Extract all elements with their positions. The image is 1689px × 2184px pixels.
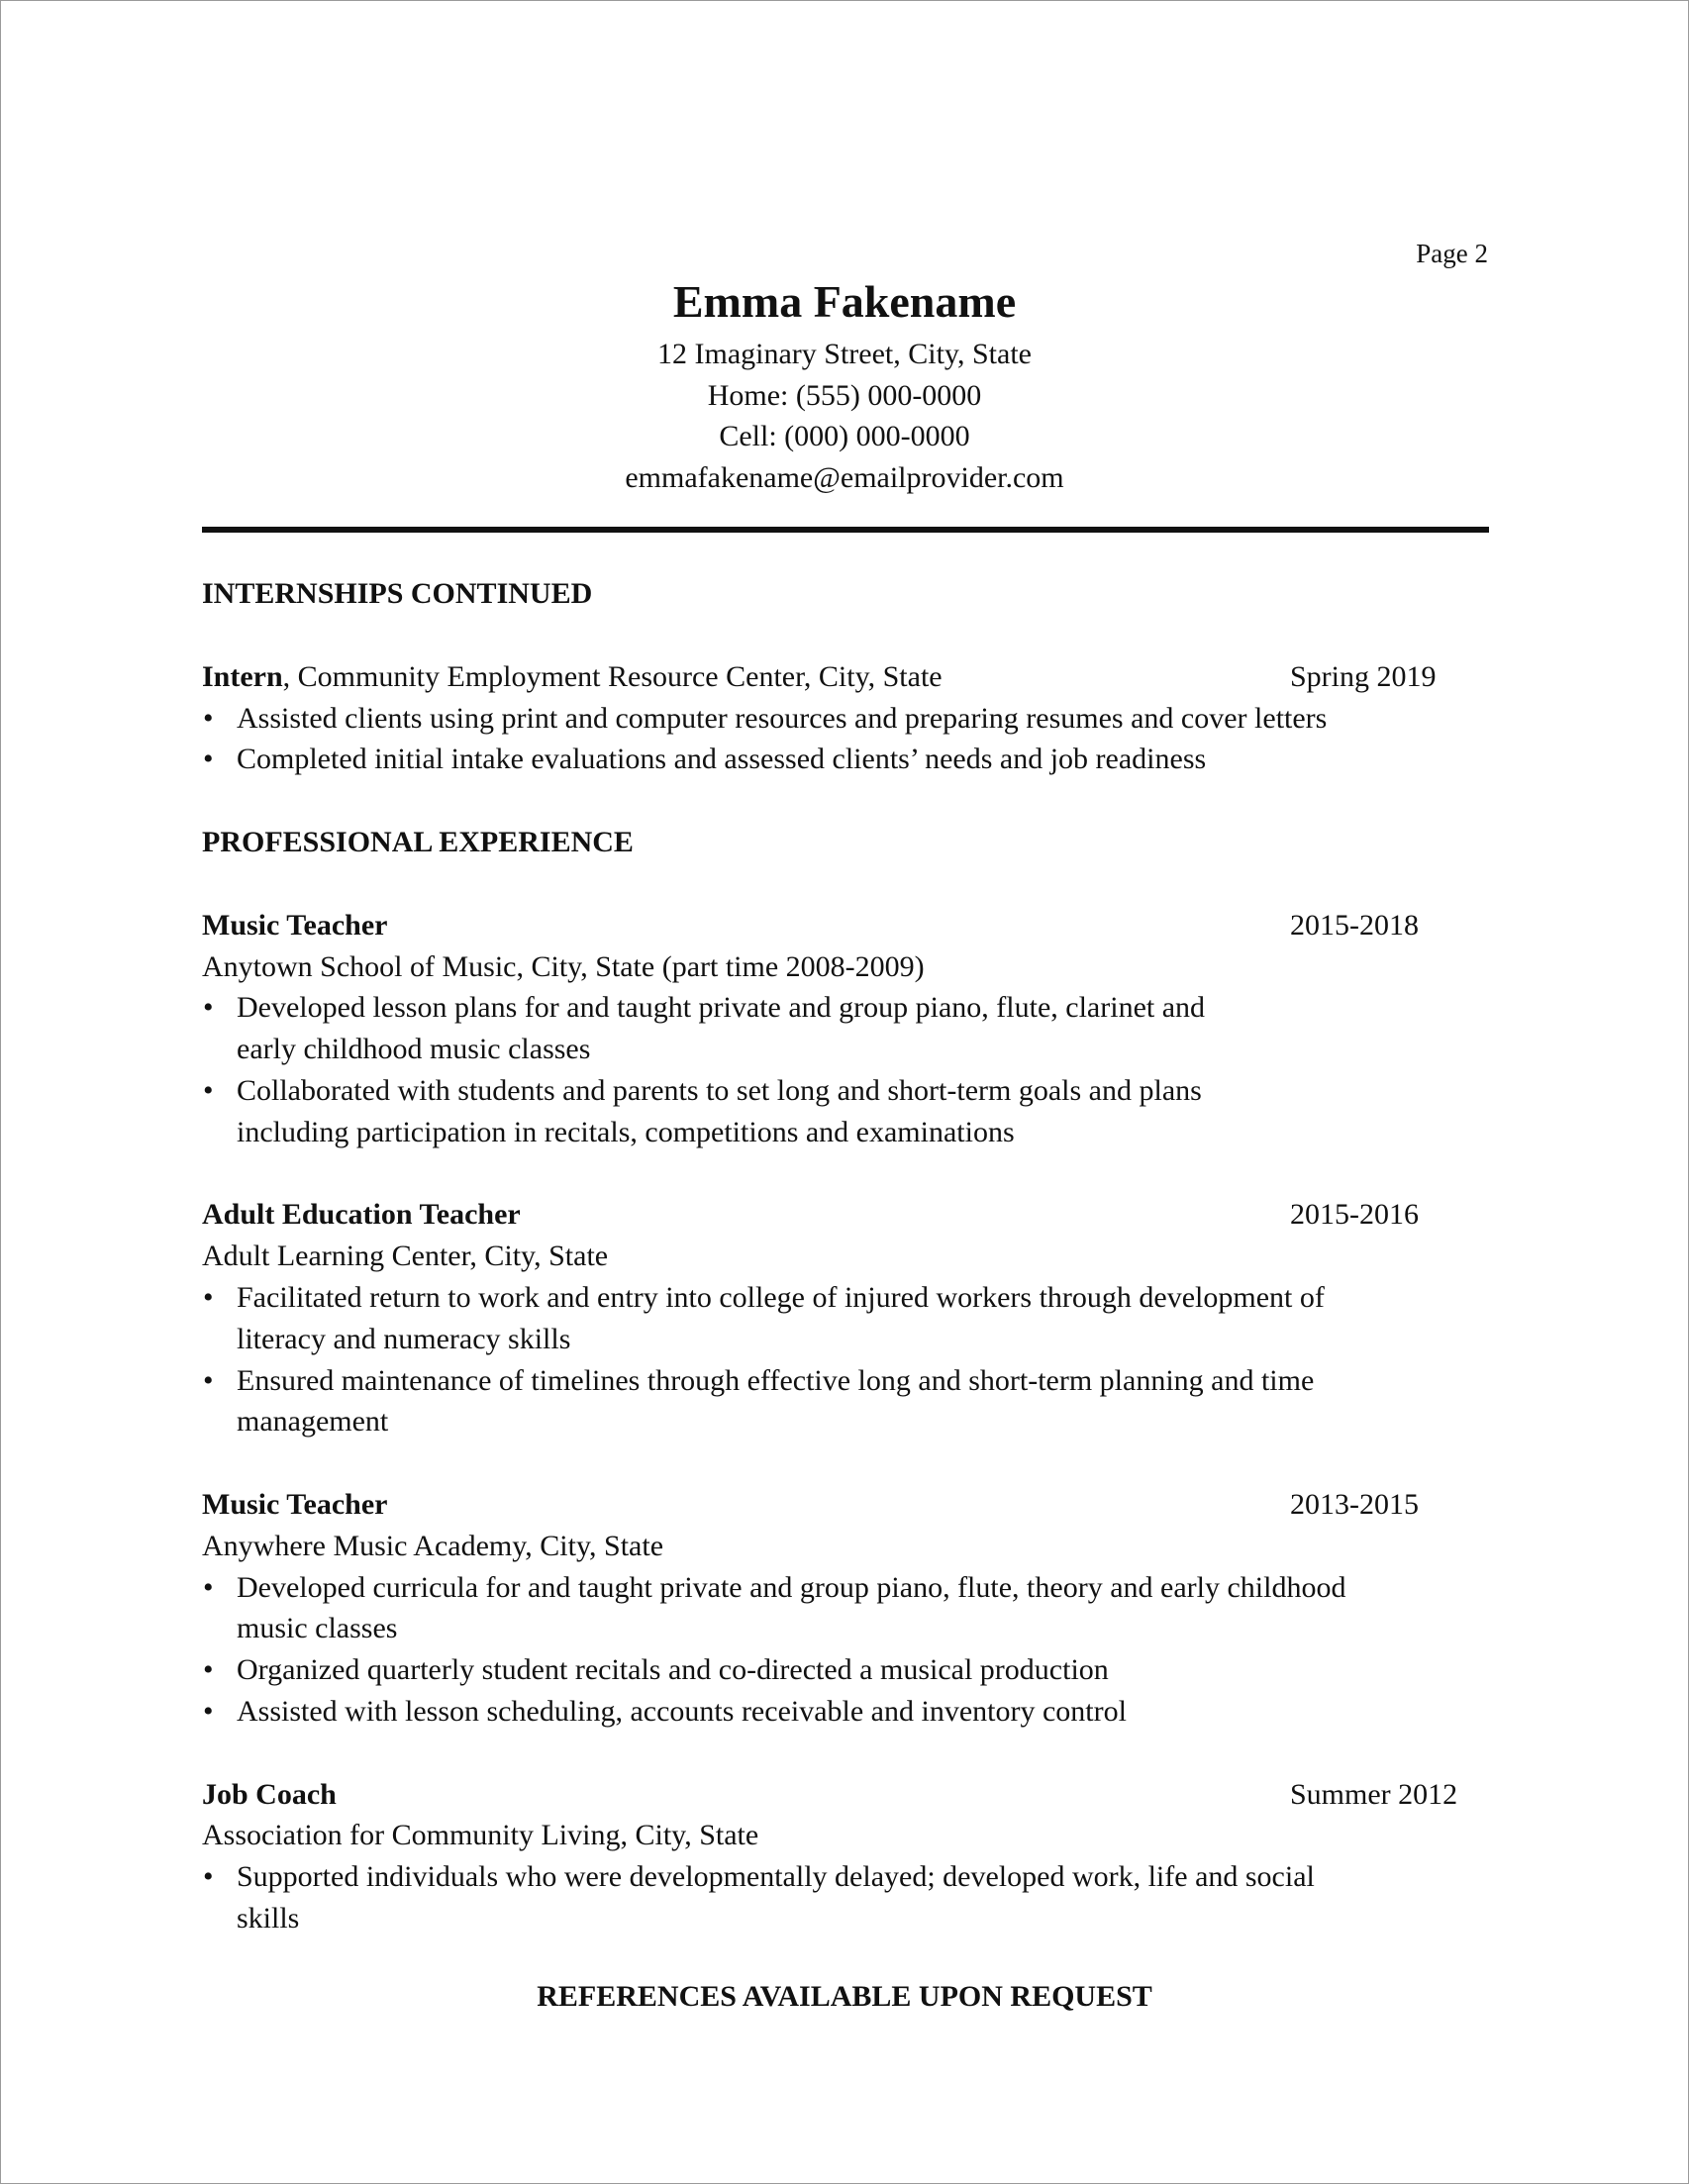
- experience-entry: [202, 1774, 1489, 1939]
- entry-header: [202, 656, 1489, 698]
- entry-header: [202, 1774, 1489, 1816]
- header-divider: [202, 527, 1489, 533]
- bullet-item: • Facilitated return to work and entry into college of injured workers through development of literacy and numeracy skills: [202, 1277, 1336, 1360]
- organization: Adult Learning Center, City, State: [202, 1240, 609, 1273]
- entry-date: Summer 2012: [1290, 1777, 1458, 1811]
- cell-phone: Cell: (000) 000-0000: [719, 420, 970, 452]
- bullet-item: • Assisted with lesson scheduling, accounts receivable and inventory control: [202, 1691, 1375, 1733]
- bullet-item: • Collaborated with students and parents to set long and short-term goals and plans including participation in recitals, competitions and examinations: [202, 1070, 1306, 1153]
- bullet-item: • Developed curricula for and taught private and group piano, flute, theory and early childhood music classes: [202, 1567, 1375, 1650]
- candidate-name: Emma Fakename: [672, 276, 1017, 327]
- entry-date: 2015-2018: [1290, 908, 1419, 942]
- email: emmafakename@emailprovider.com: [625, 460, 1064, 494]
- entry-date: 2015-2016: [1290, 1198, 1419, 1232]
- bullet-item: • Organized quarterly student recitals and co-directed a musical production: [202, 1649, 1375, 1691]
- bullet-list: [202, 1277, 1489, 1442]
- bullet-list: [202, 1567, 1489, 1733]
- job-title: Music Teacher: [202, 1487, 388, 1521]
- organization: , Community Employment Resource Center, City, State: [282, 659, 943, 693]
- address: 12 Imaginary Street, City, State: [657, 338, 1032, 370]
- organization: Anywhere Music Academy, City, State: [202, 1529, 664, 1562]
- experience-entry: [202, 1194, 1489, 1442]
- bullet-item: • Assisted clients using print and computer resources and preparing resumes and cover letters: [202, 698, 1524, 740]
- entry-header: [202, 905, 1489, 946]
- bullet-list: [202, 987, 1489, 1152]
- bullet-list: [202, 1856, 1489, 1939]
- experience-entry: [202, 905, 1489, 1153]
- job-title: Adult Education Teacher: [202, 1198, 521, 1232]
- entry-date: Spring 2019: [1290, 659, 1437, 693]
- section-heading-experience: PROFESSIONAL EXPERIENCE: [202, 825, 634, 858]
- job-title: Job Coach: [202, 1777, 337, 1811]
- bullet-list: [202, 698, 1489, 781]
- bullet-item: • Ensured maintenance of timelines through effective long and short-term planning and time management: [202, 1360, 1336, 1443]
- job-title: Music Teacher: [202, 908, 388, 942]
- page-number: Page 2: [1416, 239, 1488, 268]
- organization: Anytown School of Music, City, State (part time 2008-2009): [202, 949, 925, 983]
- internship-entry: [202, 656, 1489, 780]
- resume-header: [1, 270, 1688, 498]
- organization: Association for Community Living, City, State: [202, 1819, 759, 1852]
- experience-entry: [202, 1484, 1489, 1733]
- entry-header: [202, 1484, 1489, 1526]
- bullet-item: • Completed initial intake evaluations and assessed clients’ needs and job readiness: [202, 739, 1227, 780]
- resume-body: [202, 573, 1489, 1939]
- bullet-item: • Supported individuals who were developmentally delayed; developed work, life and social skills: [202, 1856, 1326, 1939]
- section-heading-internships: INTERNSHIPS CONTINUED: [202, 577, 593, 610]
- bullet-item: • Developed lesson plans for and taught private and group piano, flute, clarinet and early childhood music classes: [202, 987, 1227, 1070]
- job-title: Intern: [202, 659, 283, 693]
- entry-header: [202, 1194, 1489, 1236]
- entry-date: 2013-2015: [1290, 1487, 1419, 1521]
- references-note: REFERENCES AVAILABLE UPON REQUEST: [537, 1980, 1152, 2013]
- home-phone: Home: (555) 000-0000: [707, 378, 982, 412]
